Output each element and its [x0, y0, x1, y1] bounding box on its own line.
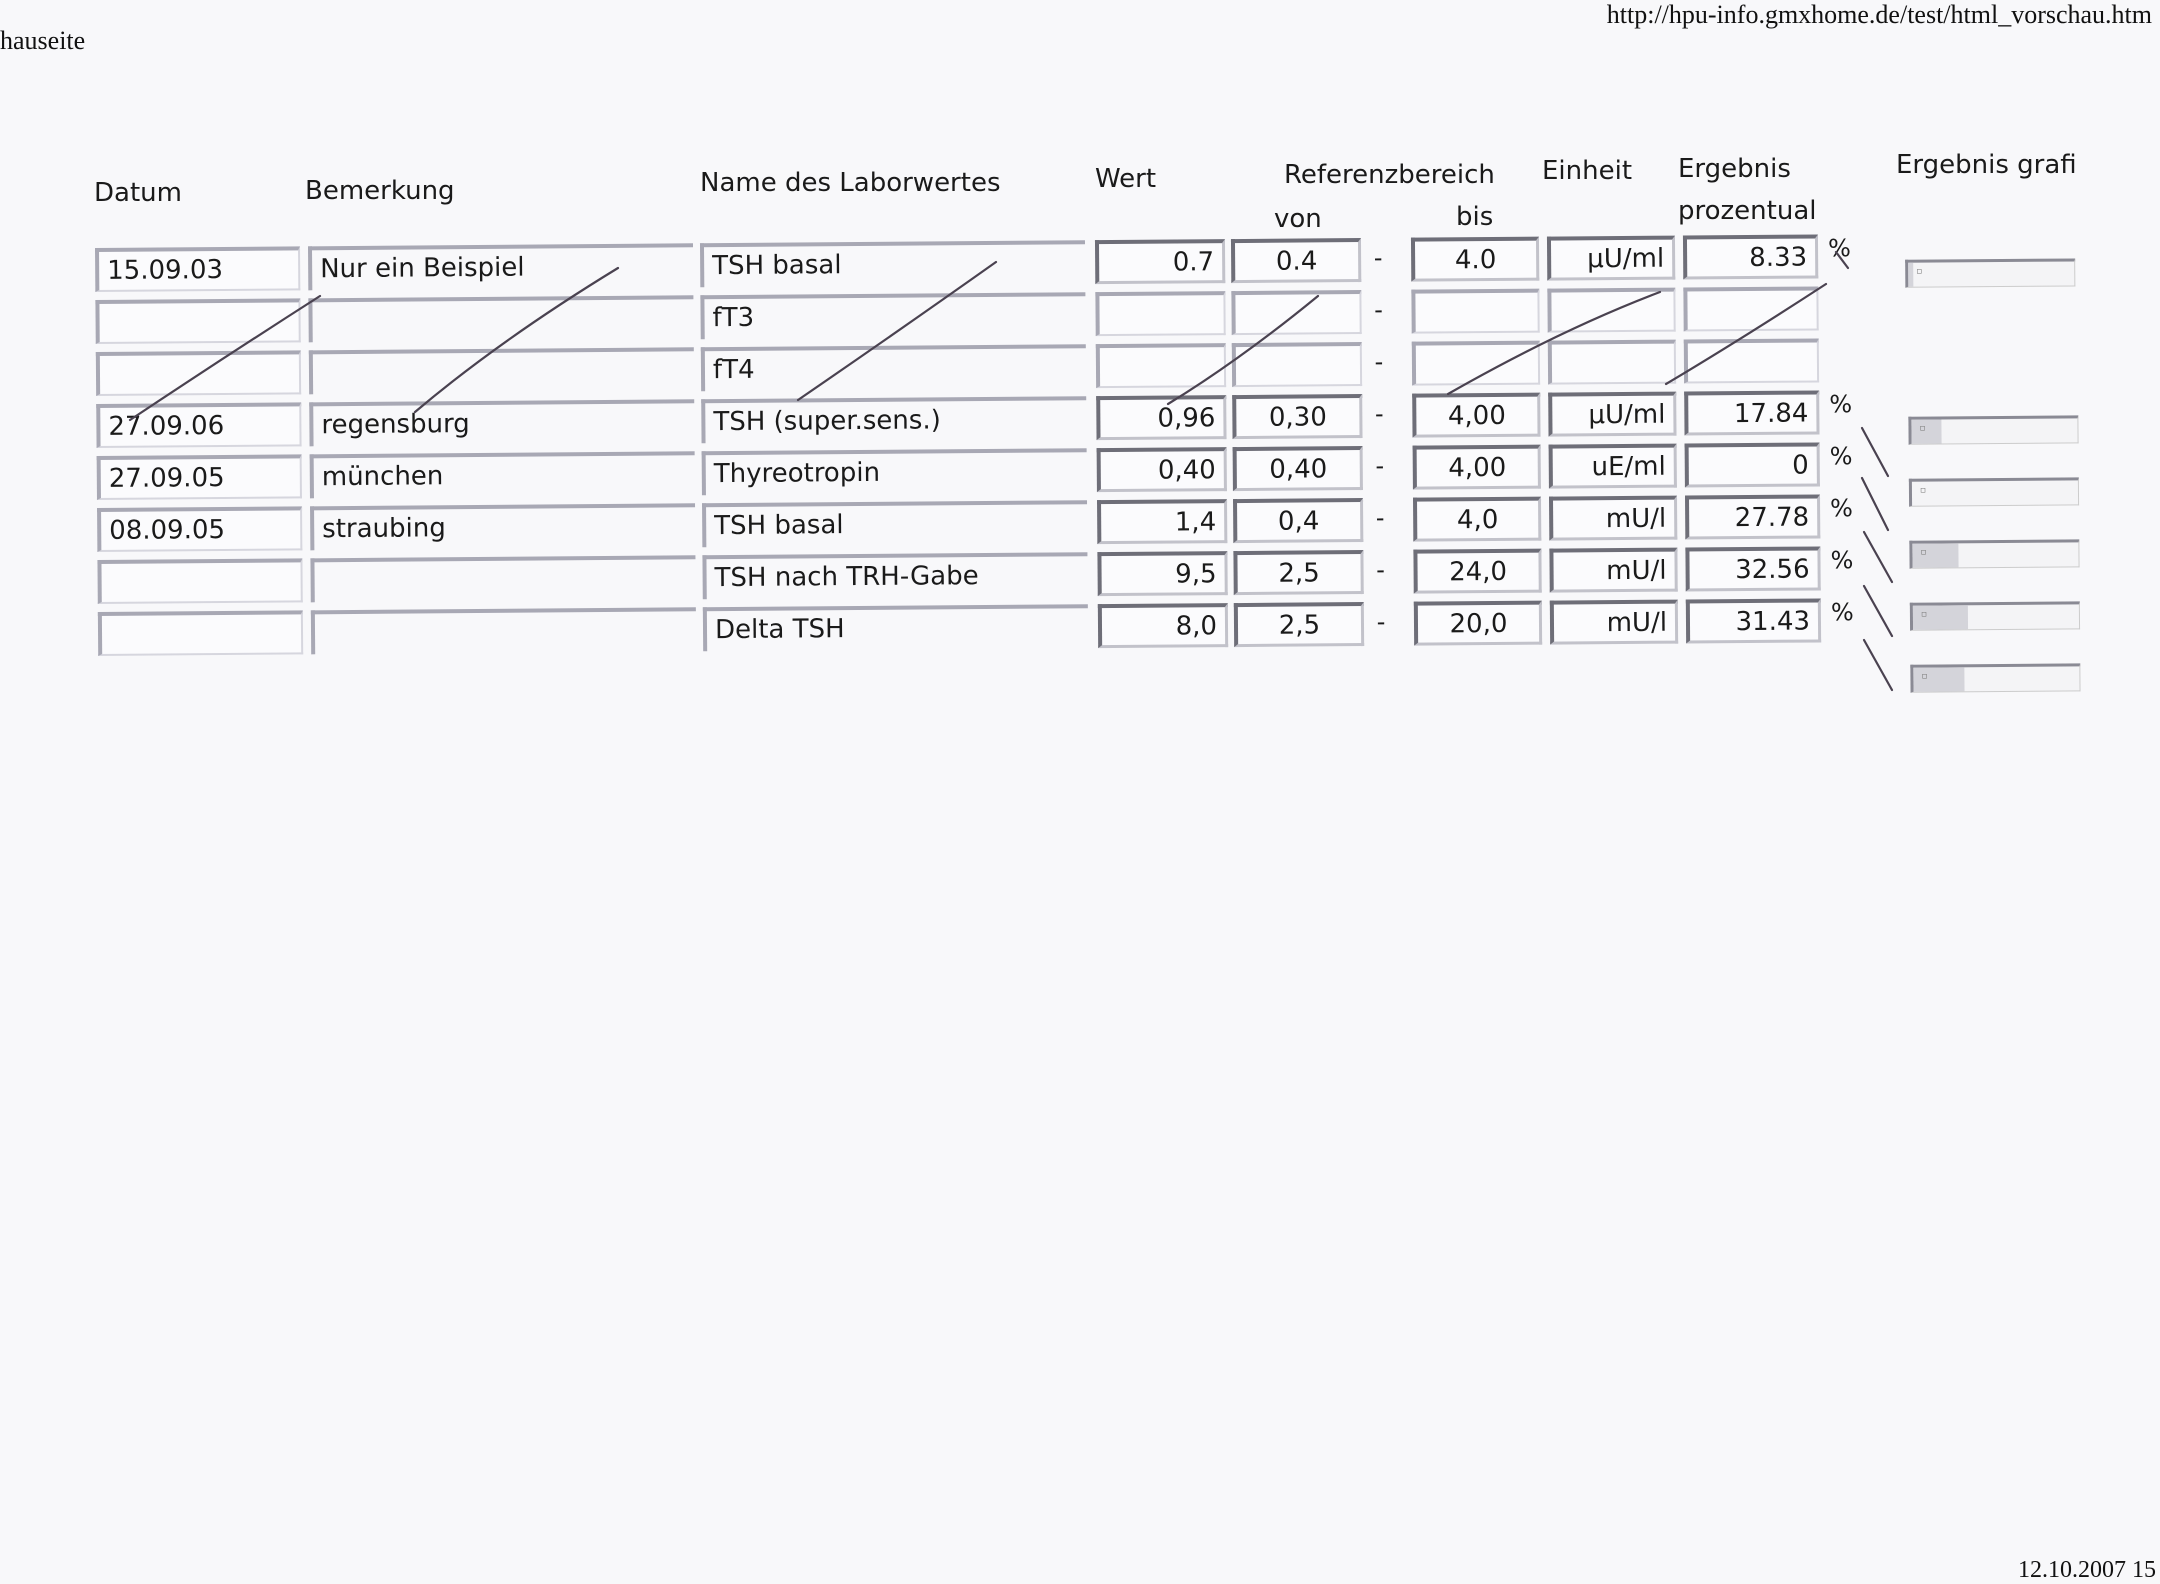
col-header-einheit: Einheit [1542, 156, 1632, 186]
bemerkung-field[interactable]: straubing [310, 503, 695, 550]
bis-field[interactable]: 4.0 [1411, 237, 1539, 282]
range-dash: - [1369, 348, 1389, 376]
prozent-field[interactable]: 8.33 [1683, 234, 1818, 279]
bar-marker-icon: ▫ [1919, 424, 1925, 434]
bar-marker-icon: ▫ [1920, 548, 1926, 558]
range-dash: - [1368, 296, 1388, 324]
wert-field[interactable]: 1,4 [1097, 499, 1227, 544]
range-dash: - [1368, 244, 1388, 272]
bemerkung-field[interactable]: münchen [310, 451, 695, 498]
prozent-field[interactable]: 17.84 [1684, 390, 1819, 435]
col-header-ergebnis: Ergebnis [1678, 154, 1791, 184]
bar-marker-icon: ▫ [1921, 672, 1927, 682]
col-header-bis: bis [1456, 202, 1493, 232]
percent-sign: % [1831, 598, 1854, 626]
col-header-prozentual: prozentual [1678, 196, 1816, 226]
col-header-von: von [1274, 204, 1322, 234]
col-header-datum: Datum [94, 178, 182, 208]
bis-field[interactable]: 4,00 [1412, 393, 1540, 438]
range-dash: - [1371, 608, 1391, 636]
bemerkung-field[interactable]: regensburg [309, 399, 694, 446]
name-field[interactable]: fT3 [700, 292, 1085, 339]
name-field[interactable]: fT4 [701, 344, 1086, 391]
bar-marker-icon: ▫ [1921, 610, 1927, 620]
prozent-field[interactable]: 32.56 [1685, 546, 1820, 591]
prozent-field[interactable]: 0 [1685, 442, 1820, 487]
datum-field[interactable]: 08.09.05 [97, 506, 302, 552]
percent-sign: % [1828, 234, 1851, 262]
prozent-field[interactable]: 27.78 [1685, 494, 1820, 539]
col-header-referenz: Referenzbereich [1284, 160, 1495, 190]
name-field[interactable]: Thyreotropin [702, 448, 1087, 495]
bis-field[interactable]: 24,0 [1413, 549, 1541, 594]
col-header-wert: Wert [1095, 164, 1156, 194]
percent-sign: % [1830, 494, 1853, 522]
name-field[interactable]: TSH basal [702, 500, 1087, 547]
von-field[interactable]: 2,5 [1233, 550, 1363, 595]
print-header-title: hauseite [0, 26, 85, 56]
col-header-name: Name des Laborwertes [700, 168, 1001, 198]
bemerkung-field[interactable]: Nur ein Beispiel [308, 243, 693, 290]
wert-field[interactable]: 0.7 [1095, 239, 1225, 284]
prozent-field[interactable]: 31.43 [1686, 598, 1821, 643]
range-dash: - [1370, 504, 1390, 532]
name-field[interactable]: TSH nach TRH-Gabe [702, 552, 1087, 599]
percent-sign: % [1830, 442, 1853, 470]
einheit-field[interactable]: µU/ml [1547, 236, 1675, 281]
einheit-field[interactable]: mU/l [1550, 600, 1678, 645]
col-header-bemerkung: Bemerkung [305, 176, 455, 206]
print-footer-date: 12.10.2007 15 [2018, 1557, 2156, 1584]
von-field[interactable]: 0,4 [1233, 498, 1363, 543]
name-field[interactable]: TSH (super.sens.) [701, 396, 1086, 443]
bis-field[interactable]: 4,0 [1413, 497, 1541, 542]
einheit-field[interactable]: uE/ml [1549, 444, 1677, 489]
wert-field[interactable]: 8,0 [1098, 603, 1228, 648]
range-dash: - [1370, 452, 1390, 480]
datum-field[interactable]: 15.09.03 [95, 246, 300, 292]
wert-field[interactable]: 9,5 [1097, 551, 1227, 596]
bar-marker-icon: ▫ [1916, 267, 1922, 277]
percent-sign: % [1830, 546, 1853, 574]
name-field[interactable]: TSH basal [700, 240, 1085, 287]
bar-marker-icon: ▫ [1920, 486, 1926, 496]
print-header-url: http://hpu-info.gmxhome.de/test/html_vorschau.htm [1607, 0, 2152, 30]
percent-sign: % [1829, 390, 1852, 418]
einheit-field[interactable]: µU/ml [1548, 392, 1676, 437]
einheit-field[interactable]: mU/l [1549, 496, 1677, 541]
von-field[interactable]: 0,30 [1232, 394, 1362, 439]
range-dash: - [1370, 556, 1390, 584]
einheit-field[interactable]: mU/l [1549, 548, 1677, 593]
bis-field[interactable]: 20,0 [1414, 601, 1542, 646]
von-field[interactable]: 0,40 [1233, 446, 1363, 491]
col-header-grafisch: Ergebnis grafi [1896, 150, 2077, 180]
datum-field[interactable]: 27.09.06 [96, 402, 301, 448]
von-field[interactable]: 2,5 [1234, 602, 1364, 647]
bis-field[interactable]: 4,00 [1413, 445, 1541, 490]
von-field[interactable]: 0.4 [1231, 238, 1361, 283]
wert-field[interactable]: 0,40 [1097, 447, 1227, 492]
name-field[interactable]: Delta TSH [703, 604, 1088, 651]
wert-field[interactable]: 0,96 [1096, 395, 1226, 440]
datum-field[interactable]: 27.09.05 [97, 454, 302, 500]
range-dash: - [1369, 400, 1389, 428]
